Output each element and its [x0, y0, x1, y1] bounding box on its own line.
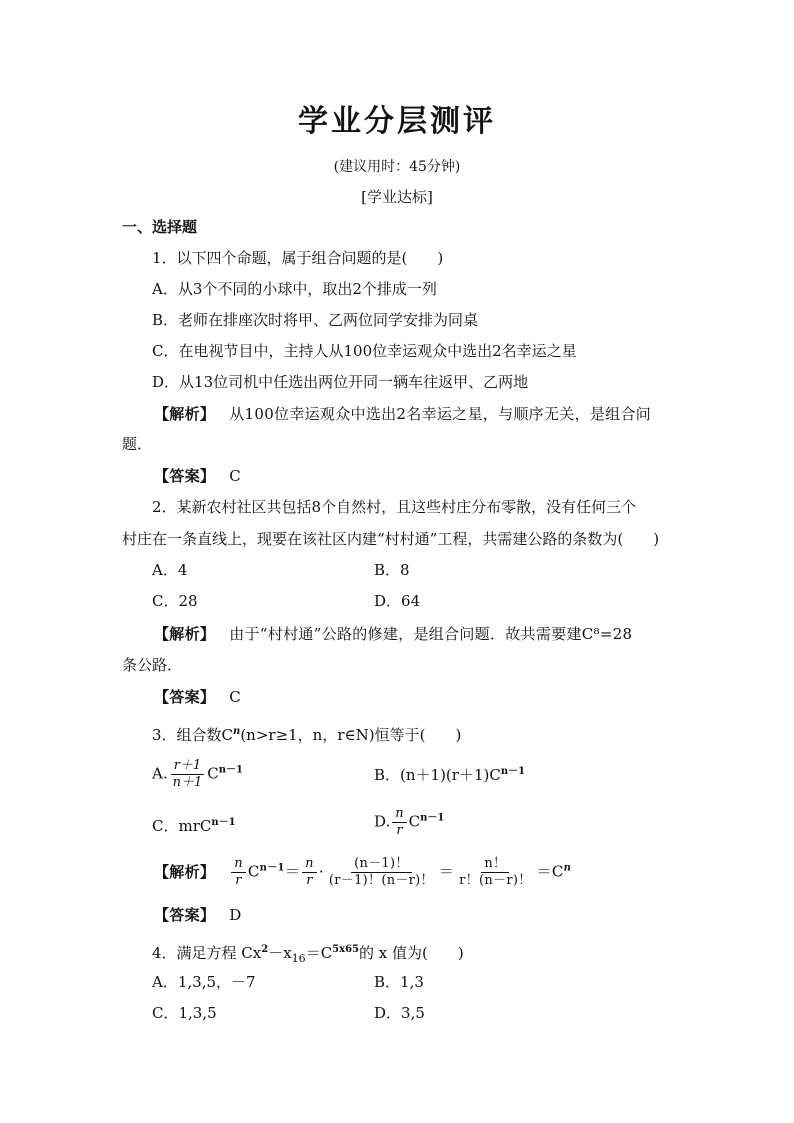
q4-stem-eq: ＝C: [305, 944, 333, 962]
q3-stem-sup: n: [233, 726, 241, 737]
q4-option-c: C．1,3,5: [152, 1004, 217, 1022]
combination-symbol: C: [408, 812, 421, 831]
q4-stem: [152, 939, 464, 970]
q1-analysis-text: 从100位幸运观众中选出2名幸运之星，与顺序无关，是组合问: [229, 405, 652, 423]
analysis-label: 【解析】: [154, 862, 216, 881]
section-tag: [学业达标]: [361, 188, 433, 206]
q3-stem: [152, 721, 461, 746]
q2-analysis-cont: 条公路．: [122, 656, 183, 674]
q3-option-d: [374, 806, 444, 839]
q3-stem-prefix: 3．组合数C: [152, 726, 234, 744]
q4-stem-rest: 的 x 值为( ): [359, 944, 464, 962]
equals-sign: ＝C: [536, 862, 564, 881]
fraction-num: n: [392, 806, 406, 823]
q3-option-b-text: B．(n＋1)(r＋1)C: [374, 766, 501, 784]
q4-stem-prefix: 4．满足方程 Cx: [152, 944, 262, 962]
q2-answer-value: C: [229, 688, 241, 706]
q3-stem-rest: (n>r≥1，n，r∈N)恒等于( ): [240, 726, 462, 744]
q4-option-a: A．1,3,5，－7: [152, 973, 256, 991]
q3-answer-value: D: [229, 906, 242, 924]
fraction-den: n＋1: [172, 775, 203, 790]
q3-option-a: [152, 758, 243, 791]
q2-stem-line1: 2．某新农村社区共包括8个自然村，且这些村庄分布零散，没有任何三个: [152, 498, 637, 516]
fraction-num: n！: [481, 856, 509, 873]
analysis-label: 【解析】: [154, 625, 216, 643]
equals-sign: ＝: [284, 862, 301, 881]
q3-option-b: [374, 761, 525, 786]
q4-stem-sub: 16: [291, 952, 306, 965]
equals-sign: ＝: [438, 862, 455, 881]
q1-answer: [154, 465, 678, 487]
q1-option-a: A．从3个不同的小球中，取出2个排成一列: [152, 280, 437, 298]
section-heading: 一、选择题: [122, 218, 198, 236]
q4-option-d: D．3,5: [374, 1004, 425, 1022]
fraction-den: r: [306, 873, 313, 888]
combination-sup: n: [563, 862, 572, 874]
combination-sup: n－1: [500, 766, 526, 777]
q2-option-c: C．28: [152, 592, 198, 610]
q4-option-b: B．1,3: [374, 973, 424, 991]
q1-option-b: B．老师在排座次时将甲、乙两位同学安排为同桌: [152, 311, 479, 329]
q2-analysis: [154, 623, 678, 645]
answer-label: 【答案】: [154, 906, 216, 924]
combination-sup: n－1: [211, 817, 236, 828]
combination-sup: n－1: [218, 764, 243, 776]
q2-option-b: B．8: [374, 561, 410, 579]
fraction-num: n: [302, 856, 317, 873]
q3-option-c-text: C．mrC: [152, 817, 212, 835]
fraction-num: r＋1: [171, 758, 205, 775]
answer-label: 【答案】: [154, 688, 216, 706]
fraction-den: r！(n－r)！: [459, 873, 532, 888]
q2-option-a: A．4: [152, 561, 188, 579]
analysis-label: 【解析】: [154, 405, 216, 423]
q4-stem-sup2: 5x65: [332, 944, 360, 955]
fraction: [302, 856, 317, 889]
q2-option-d: D．64: [374, 592, 421, 610]
fraction-den: r: [235, 873, 242, 888]
fraction-den: (r－1)！(n－r)！: [328, 873, 434, 888]
q3-analysis: [154, 856, 714, 889]
q1-answer-value: C: [229, 467, 241, 485]
q2-analysis-text: 由于“村村通”公路的修建，是组合问题．故共需要建C⁸=28: [229, 625, 633, 643]
q2-answer: [154, 686, 678, 708]
q1-option-d: D．从13位司机中任选出两位开同一辆车往返甲、乙两地: [152, 373, 529, 391]
q3-option-c: [152, 812, 236, 837]
page-title: 学业分层测评: [298, 104, 496, 139]
dot-operator: ·: [318, 862, 324, 881]
q3-option-d-label: D.: [374, 812, 391, 831]
q1-option-c: C．在电视节目中，主持人从100位幸运观众中选出2名幸运之星: [152, 342, 577, 360]
combination-symbol: C: [207, 764, 219, 783]
fraction: [170, 758, 206, 791]
combination-symbol: C: [247, 862, 260, 881]
fraction: [231, 856, 246, 889]
fraction-den: r: [396, 823, 403, 838]
fraction: [326, 856, 437, 889]
q1-stem: 1．以下四个命题，属于组合问题的是( ): [152, 249, 444, 267]
combination-sup: n－1: [420, 812, 445, 824]
fraction: [392, 806, 406, 839]
q2-stem-line2: 村庄在一条直线上，现要在该社区内建“村村通”工程，共需建公路的条数为( ): [122, 530, 660, 548]
time-suggestion: (建议用时：45分钟): [333, 159, 461, 175]
q3-answer: [154, 904, 678, 926]
q3-option-a-label: A.: [152, 764, 168, 783]
q1-analysis: [154, 403, 678, 425]
fraction: [456, 856, 534, 889]
fraction-num: n: [231, 856, 246, 873]
q4-stem-mid: －x: [268, 944, 292, 962]
q1-analysis-cont: 题．: [122, 435, 153, 453]
fraction-num: (n－1)！: [351, 856, 412, 873]
q4-stem-sup: 2: [261, 944, 269, 955]
answer-label: 【答案】: [154, 467, 216, 485]
combination-sup: n－1: [259, 862, 285, 874]
